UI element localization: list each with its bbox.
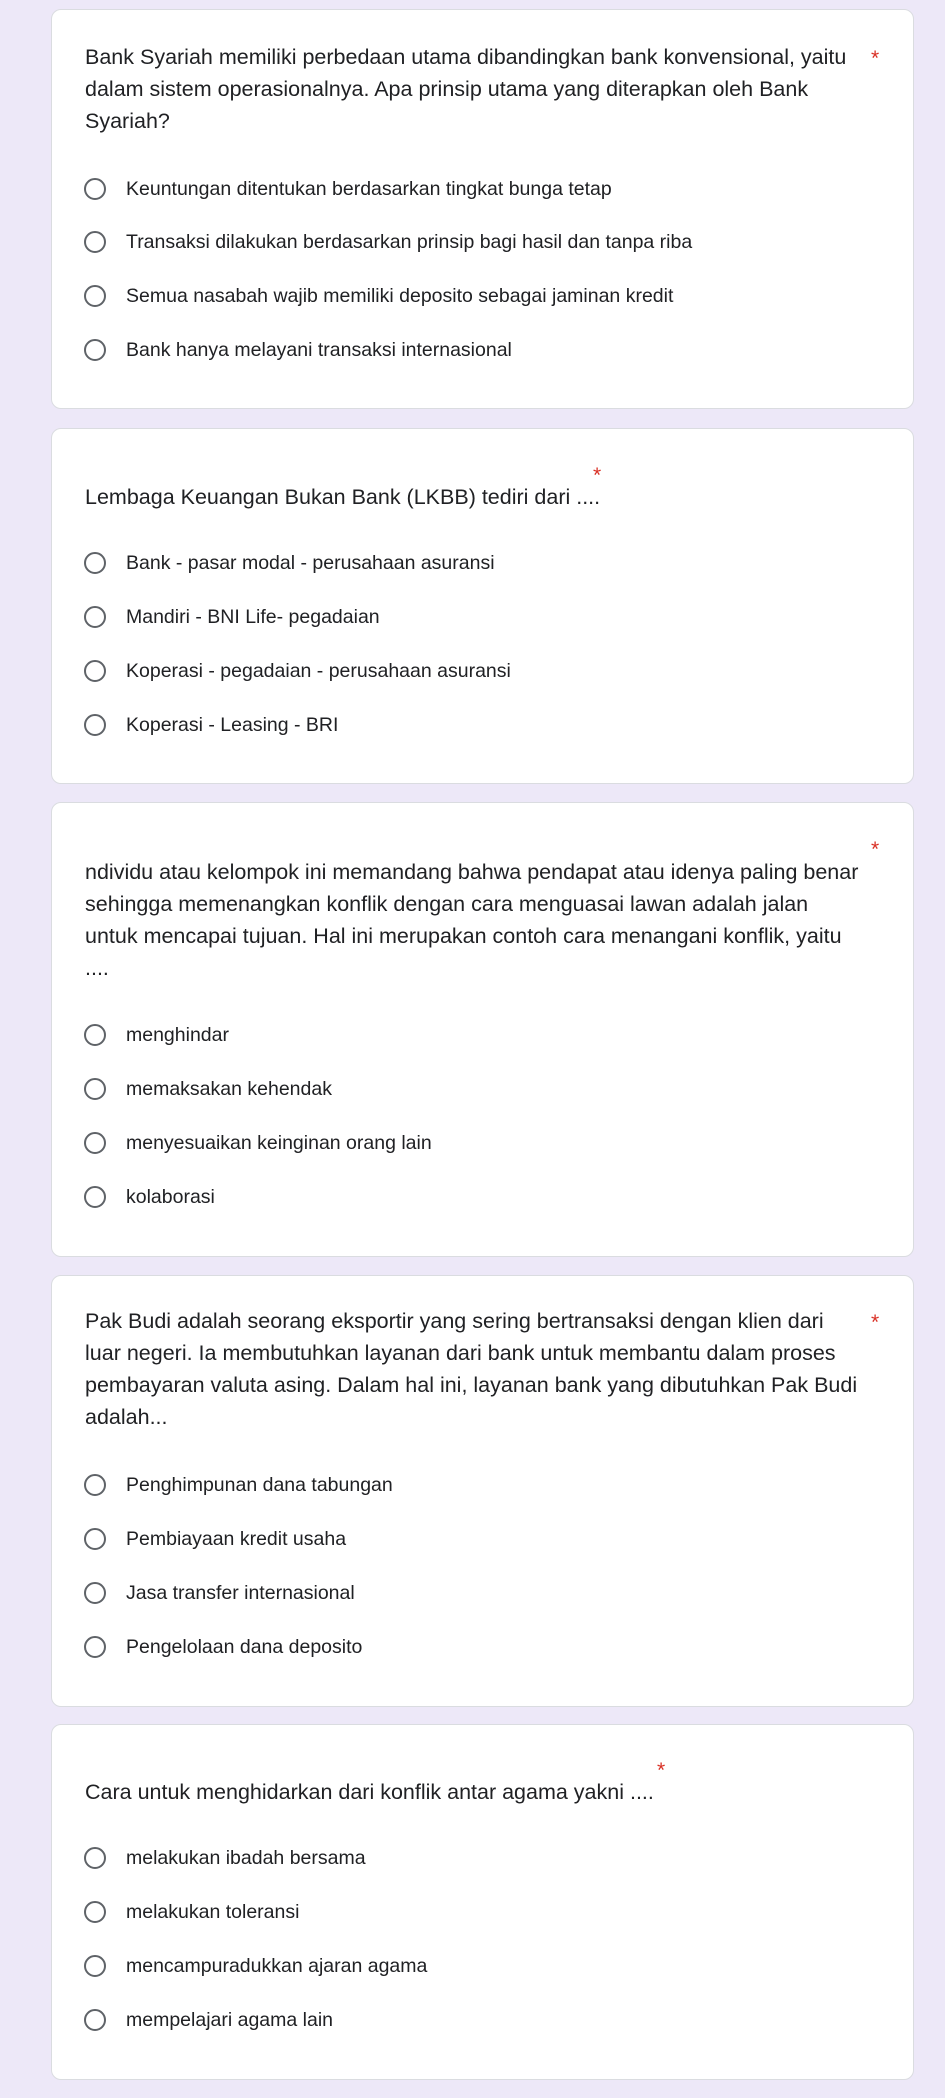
option-label[interactable]: Penghimpunan dana tabungan bbox=[126, 1473, 393, 1496]
radio-option[interactable] bbox=[84, 2004, 333, 2036]
question-text: Lembaga Keuangan Bukan Bank (LKBB) tediri dari .... bbox=[85, 485, 601, 509]
option-label[interactable]: mempelajari agama lain bbox=[126, 2008, 334, 2031]
radio-option[interactable] bbox=[84, 173, 612, 205]
question-text: ndividu atau kelompok ini memandang bahwa pendapat atau idenya paling benar sehingga memenangkan konflik dengan cara menguasai lawan adalah jalan untuk mencapai tujuan. Hal ini merupakan contoh cara menangani konflik, yaitu .... bbox=[85, 860, 859, 980]
radio-button[interactable] bbox=[84, 1528, 106, 1550]
radio-option[interactable] bbox=[84, 1896, 299, 1928]
radio-option[interactable] bbox=[84, 1073, 332, 1105]
option-label[interactable]: Transaksi dilakukan berdasarkan prinsip bagi hasil dan tanpa riba bbox=[126, 230, 693, 253]
option-label[interactable]: Koperasi - pegadaian - perusahaan asuransi bbox=[126, 659, 511, 682]
radio-button[interactable] bbox=[84, 660, 106, 682]
required-asterisk: * bbox=[871, 838, 880, 861]
radio-option[interactable] bbox=[84, 1469, 393, 1501]
radio-option[interactable] bbox=[84, 334, 512, 366]
radio-option[interactable] bbox=[84, 601, 380, 633]
radio-button[interactable] bbox=[84, 1847, 106, 1869]
option-label[interactable]: mencampuradukkan ajaran agama bbox=[126, 1954, 428, 1977]
option-label[interactable]: kolaborasi bbox=[126, 1185, 215, 1208]
radio-option[interactable] bbox=[84, 1577, 355, 1609]
question-card-1 bbox=[51, 9, 914, 409]
option-label[interactable]: Koperasi - Leasing - BRI bbox=[126, 713, 339, 736]
radio-button[interactable] bbox=[84, 714, 106, 736]
option-label[interactable]: Pembiayaan kredit usaha bbox=[126, 1527, 347, 1550]
radio-option[interactable] bbox=[84, 280, 673, 312]
option-label[interactable]: Jasa transfer internasional bbox=[126, 1581, 355, 1604]
question-card-3 bbox=[51, 802, 914, 1257]
radio-button[interactable] bbox=[84, 606, 106, 628]
radio-option[interactable] bbox=[84, 1181, 215, 1213]
radio-option[interactable] bbox=[84, 547, 495, 579]
radio-button[interactable] bbox=[84, 339, 106, 361]
radio-button[interactable] bbox=[84, 2009, 106, 2031]
radio-option[interactable] bbox=[84, 1842, 366, 1874]
required-asterisk: * bbox=[871, 1311, 880, 1334]
radio-button[interactable] bbox=[84, 1132, 106, 1154]
question-card-4 bbox=[51, 1275, 914, 1707]
radio-option[interactable] bbox=[84, 1523, 346, 1555]
radio-button[interactable] bbox=[84, 552, 106, 574]
option-label[interactable]: Mandiri - BNI Life- pegadaian bbox=[126, 605, 380, 628]
required-asterisk: * bbox=[657, 1759, 666, 1782]
radio-option[interactable] bbox=[84, 226, 692, 258]
required-asterisk: * bbox=[871, 47, 880, 70]
radio-option[interactable] bbox=[84, 1019, 229, 1051]
required-asterisk: * bbox=[593, 464, 602, 487]
question-card-5 bbox=[51, 1724, 914, 2080]
radio-button[interactable] bbox=[84, 1582, 106, 1604]
radio-option[interactable] bbox=[84, 1950, 427, 1982]
option-label[interactable]: Bank - pasar modal - perusahaan asuransi bbox=[126, 551, 495, 574]
option-label[interactable]: memaksakan kehendak bbox=[126, 1077, 332, 1100]
radio-button[interactable] bbox=[84, 231, 106, 253]
radio-option[interactable] bbox=[84, 655, 511, 687]
question-text: Cara untuk menghidarkan dari konflik antar agama yakni .... bbox=[85, 1780, 654, 1804]
radio-option[interactable] bbox=[84, 1127, 432, 1159]
option-label[interactable]: menghindar bbox=[126, 1023, 229, 1046]
radio-option[interactable] bbox=[84, 1631, 362, 1663]
option-label[interactable]: Bank hanya melayani transaksi internasional bbox=[126, 338, 512, 361]
question-text: Pak Budi adalah seorang eksportir yang sering bertransaksi dengan klien dari luar negeri. Ia membutuhkan layanan dari bank untuk membantu dalam proses pembayaran valuta asing. Dalam hal ini, layanan bank yang dibutuhkan Pak Budi adalah... bbox=[85, 1309, 858, 1429]
option-label[interactable]: melakukan toleransi bbox=[126, 1900, 300, 1923]
radio-option[interactable] bbox=[84, 709, 338, 741]
radio-button[interactable] bbox=[84, 1078, 106, 1100]
option-label[interactable]: Pengelolaan dana deposito bbox=[126, 1635, 363, 1658]
radio-button[interactable] bbox=[84, 1024, 106, 1046]
question-card-2 bbox=[51, 428, 914, 784]
question-text: Bank Syariah memiliki perbedaan utama dibandingkan bank konvensional, yaitu dalam sistem operasionalnya. Apa prinsip utama yang diterapkan oleh Bank Syariah? bbox=[85, 45, 847, 133]
radio-button[interactable] bbox=[84, 1955, 106, 1977]
option-label[interactable]: Keuntungan ditentukan berdasarkan tingkat bunga tetap bbox=[126, 177, 612, 200]
option-label[interactable]: Semua nasabah wajib memiliki deposito sebagai jaminan kredit bbox=[126, 284, 674, 307]
radio-button[interactable] bbox=[84, 178, 106, 200]
radio-button[interactable] bbox=[84, 1636, 106, 1658]
option-label[interactable]: menyesuaikan keinginan orang lain bbox=[126, 1131, 432, 1154]
radio-button[interactable] bbox=[84, 285, 106, 307]
radio-button[interactable] bbox=[84, 1186, 106, 1208]
radio-button[interactable] bbox=[84, 1901, 106, 1923]
option-label[interactable]: melakukan ibadah bersama bbox=[126, 1846, 366, 1869]
radio-button[interactable] bbox=[84, 1474, 106, 1496]
